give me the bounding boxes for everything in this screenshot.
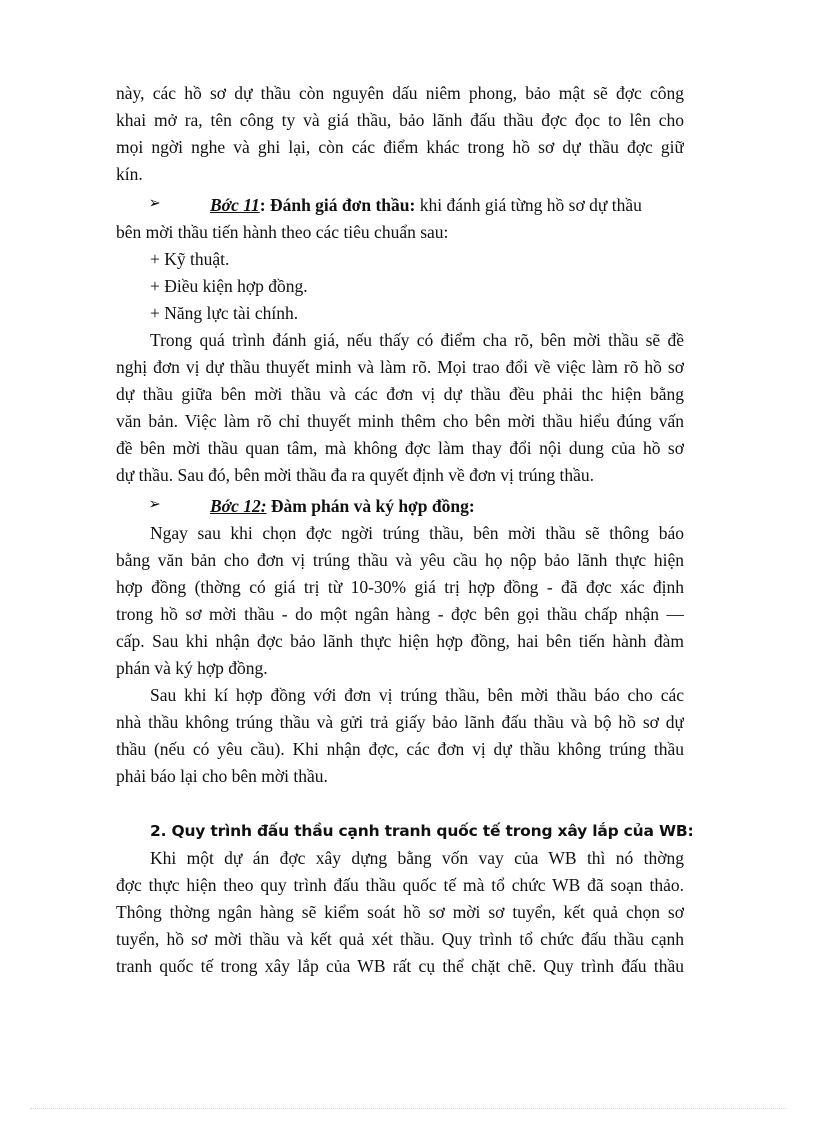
body-line: trong hồ sơ mời thầu - do một ngân hàng - đợc bên gọi thầu chấp nhận — — [116, 604, 684, 624]
criteria-item: + Điều kiện hợp đồng. — [150, 276, 308, 296]
body-line: này, các hồ sơ dự thầu còn nguyên dấu niêm phong, bảo mật sẽ đợc công — [116, 83, 684, 103]
body-line: kín. — [116, 164, 143, 184]
body-line: Trong quá trình đánh giá, nếu thấy có điểm cha rõ, bên mời thầu sẽ đề — [150, 330, 684, 350]
step-12-heading — [210, 493, 475, 520]
body-line: bằng văn bản cho đơn vị trúng thầu và yêu cầu họ nộp bảo lãnh thực hiện — [116, 550, 684, 570]
arrowhead-bullet-icon: ➢ — [148, 494, 161, 513]
body-line: đề bên mời thầu quan tâm, mà không đợc làm thay đổi nội dung của hồ sơ — [116, 438, 684, 458]
body-line: đợc thực hiện theo quy trình đấu thầu quốc tế mà tổ chức WB đã soạn thảo. — [116, 875, 684, 895]
arrowhead-bullet-icon: ➢ — [148, 193, 161, 212]
body-line: khai mở ra, tên công ty và giá thầu, bảo lãnh đấu thầu đợc đọc to lên cho — [116, 110, 684, 130]
body-line: phải báo lại cho bên mời thầu. — [116, 766, 328, 786]
body-line: Khi một dự án đợc xây dựng bằng vốn vay của WB thì nó thờng — [150, 848, 684, 868]
body-line: Sau khi kí hợp đồng với đơn vị trúng thầu, bên mời thầu báo cho các — [150, 685, 684, 705]
body-line: cấp. Sau khi nhận đợc bảo lãnh thực hiện hợp đồng, hai bên tiến hành đàm — [116, 631, 684, 651]
step-11-title: : Đánh giá đơn thầu: — [259, 195, 416, 215]
body-line: Thông thờng ngân hàng sẽ kiểm soát hồ sơ mời sơ tuyển, kết quả chọn sơ — [116, 902, 684, 922]
step-11-intro: khi đánh giá từng hồ sơ dự thầu — [415, 195, 642, 215]
step-12-title: Đàm phán và ký hợp đồng: — [266, 496, 475, 516]
step-12-label: Bớc 12: — [210, 496, 267, 516]
page-bottom-divider — [30, 1108, 786, 1109]
body-line: văn bản. Việc làm rõ chỉ thuyết minh thêm cho bên mời thầu hiểu đúng vấn — [116, 411, 684, 431]
body-line: hợp đồng (thờng có giá trị từ 10-30% giá trị hợp đồng - đã đợc xác định — [116, 577, 684, 597]
body-line: nhà thầu không trúng thầu và gửi trả giấy bảo lãnh đấu thầu và bộ hồ sơ dự — [116, 712, 684, 732]
body-line: dự thầu. Sau đó, bên mời thầu đa ra quyết định về đơn vị trúng thầu. — [116, 465, 595, 485]
body-line: dự thầu giữa bên mời thầu và các đơn vị dự thầu đều phải thc hiện bằng — [116, 384, 684, 404]
section-heading: 2. Quy trình đấu thầu cạnh tranh quốc tế trong xây lắp của WB: — [150, 822, 694, 840]
body-line: phán và ký hợp đồng. — [116, 658, 268, 678]
body-line: tuyển, hồ sơ mời thầu và kết quả xét thầu. Quy trình tổ chức đấu thầu cạnh — [116, 929, 684, 949]
body-line: Ngay sau khi chọn đợc ngời trúng thầu, bên mời thầu sẽ thông báo — [150, 523, 684, 543]
step-11-heading — [210, 192, 642, 219]
body-line: bên mời thầu tiến hành theo các tiêu chuẩn sau: — [116, 222, 449, 242]
criteria-item: + Kỹ thuật. — [150, 249, 230, 269]
body-line: mọi ngời nghe và ghi lại, còn các điểm khác trong hồ sơ dự thầu đợc giữ — [116, 137, 684, 157]
body-line: thầu (nếu có yêu cầu). Khi nhận đợc, các đơn vị dự thầu không trúng thầu — [116, 739, 684, 759]
body-line: tranh quốc tế trong xây lắp của WB rất cụ thể chặt chẽ. Quy trình đấu thầu — [116, 956, 684, 976]
body-line: nghị đơn vị dự thầu thuyết minh và làm rõ. Mọi trao đổi về việc làm rõ hồ sơ — [116, 357, 684, 377]
step-11-label: Bớc 11 — [210, 195, 260, 215]
criteria-item: + Năng lực tài chính. — [150, 303, 299, 323]
